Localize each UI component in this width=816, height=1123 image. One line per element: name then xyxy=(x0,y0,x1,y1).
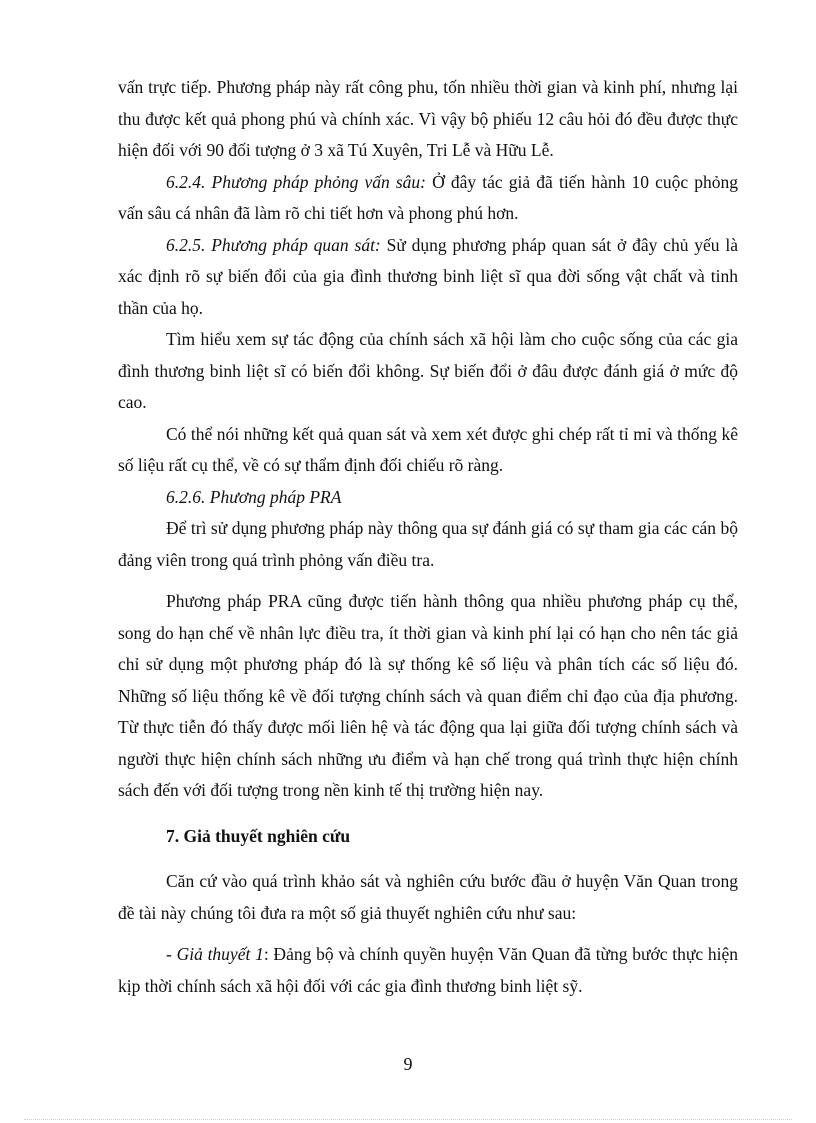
page-number: 9 xyxy=(403,1054,413,1074)
section-label-6-2-6: 6.2.6. Phương pháp PRA xyxy=(166,486,342,507)
paragraph-observation xyxy=(118,230,738,325)
document-body xyxy=(118,72,738,1002)
section-label-6-2-5: 6.2.5. Phương pháp quan sát: xyxy=(166,234,381,255)
paragraph-in-depth-interview xyxy=(118,167,738,230)
page-bottom-divider xyxy=(24,1119,792,1120)
paragraph-pra-usage: Để trì sử dụng phương pháp này thông qua sự đánh giá có sự tham gia các cán bộ đảng viên trong quá trình phỏng vấn điều tra. xyxy=(118,518,738,570)
paragraph-interview-summary: vấn trực tiếp. Phương pháp này rất công phu, tốn nhiều thời gian và kinh phí, nhưng lại thu được kết quả phong phú và chính xác. Vì vậy bộ phiếu 12 câu hỏi đó đều được thực hiện đối với 90 đối tượng ở 3 xã Tú Xuyên, Tri Lễ và Hữu Lễ. xyxy=(118,77,738,160)
section-label-6-2-4: 6.2.4. Phương pháp phỏng vấn sâu: xyxy=(166,171,426,192)
paragraph-observation-results: Có thể nói những kết quả quan sát và xem xét được ghi chép rất tỉ mỉ và thống kê số liệu rất cụ thể, về có sự thẩm định đối chiếu rõ ràng. xyxy=(118,423,738,475)
paragraph-text: Ở đây tác giả đã tiến hành 10 cuộc phỏng vấn sâu cá nhân đã làm rõ chi tiết hơn và phong phú hơn. xyxy=(118,171,739,223)
paragraph-text: : Đảng bộ và chính quyền huyện Văn Quan đã từng bước thực hiện kịp thời chính sách xã hội đối với các gia đình thương binh liệt sỹ. xyxy=(118,944,739,996)
paragraph-text: Sử dụng phương pháp quan sát ở đây chủ yếu là xác định rõ sự biến đổi của gia đình thương binh liệt sĩ qua đời sống vật chất và tinh thần của họ. xyxy=(118,234,738,318)
paragraph-hypothesis-1 xyxy=(118,939,738,1002)
hypothesis-label: Giả thuyết 1 xyxy=(176,944,264,964)
paragraph-pra-details: Phương pháp PRA cũng được tiến hành thông qua nhiều phương pháp cụ thể, song do hạn chế về nhân lực điều tra, ít thời gian và kinh phí lại có hạn cho nên tác giả chỉ sử dụng một phương pháp đó là sự thống kê số liệu và phân tích các số liệu đó. Những số liệu thống kê về đối tượng chính sách và quan điểm chỉ đạo của địa phương. Từ thực tiễn đó thấy được mối liên hệ và tác động qua lại giữa đối tượng chính sách và người thực hiện chính sách những ưu điểm và hạn chế trong quá trình thực hiện chính sách đến với đối tượng trong nền kinh tế thị trường hiện nay. xyxy=(118,591,738,800)
paragraph-hypothesis-intro: Căn cứ vào quá trình khảo sát và nghiên cứu bước đầu ở huyện Văn Quan trong đề tài này chúng tôi đưa ra một số giả thuyết nghiên cứu như sau: xyxy=(118,871,738,923)
paragraph-policy-impact: Tìm hiểu xem sự tác động của chính sách xã hội làm cho cuộc sống của các gia đình thương binh liệt sĩ có biến đổi không. Sự biến đổi ở đâu được đánh giá ở mức độ cao. xyxy=(118,329,738,412)
section-heading-7: 7. Giả thuyết nghiên cứu xyxy=(166,825,351,846)
list-dash: - xyxy=(166,944,177,964)
